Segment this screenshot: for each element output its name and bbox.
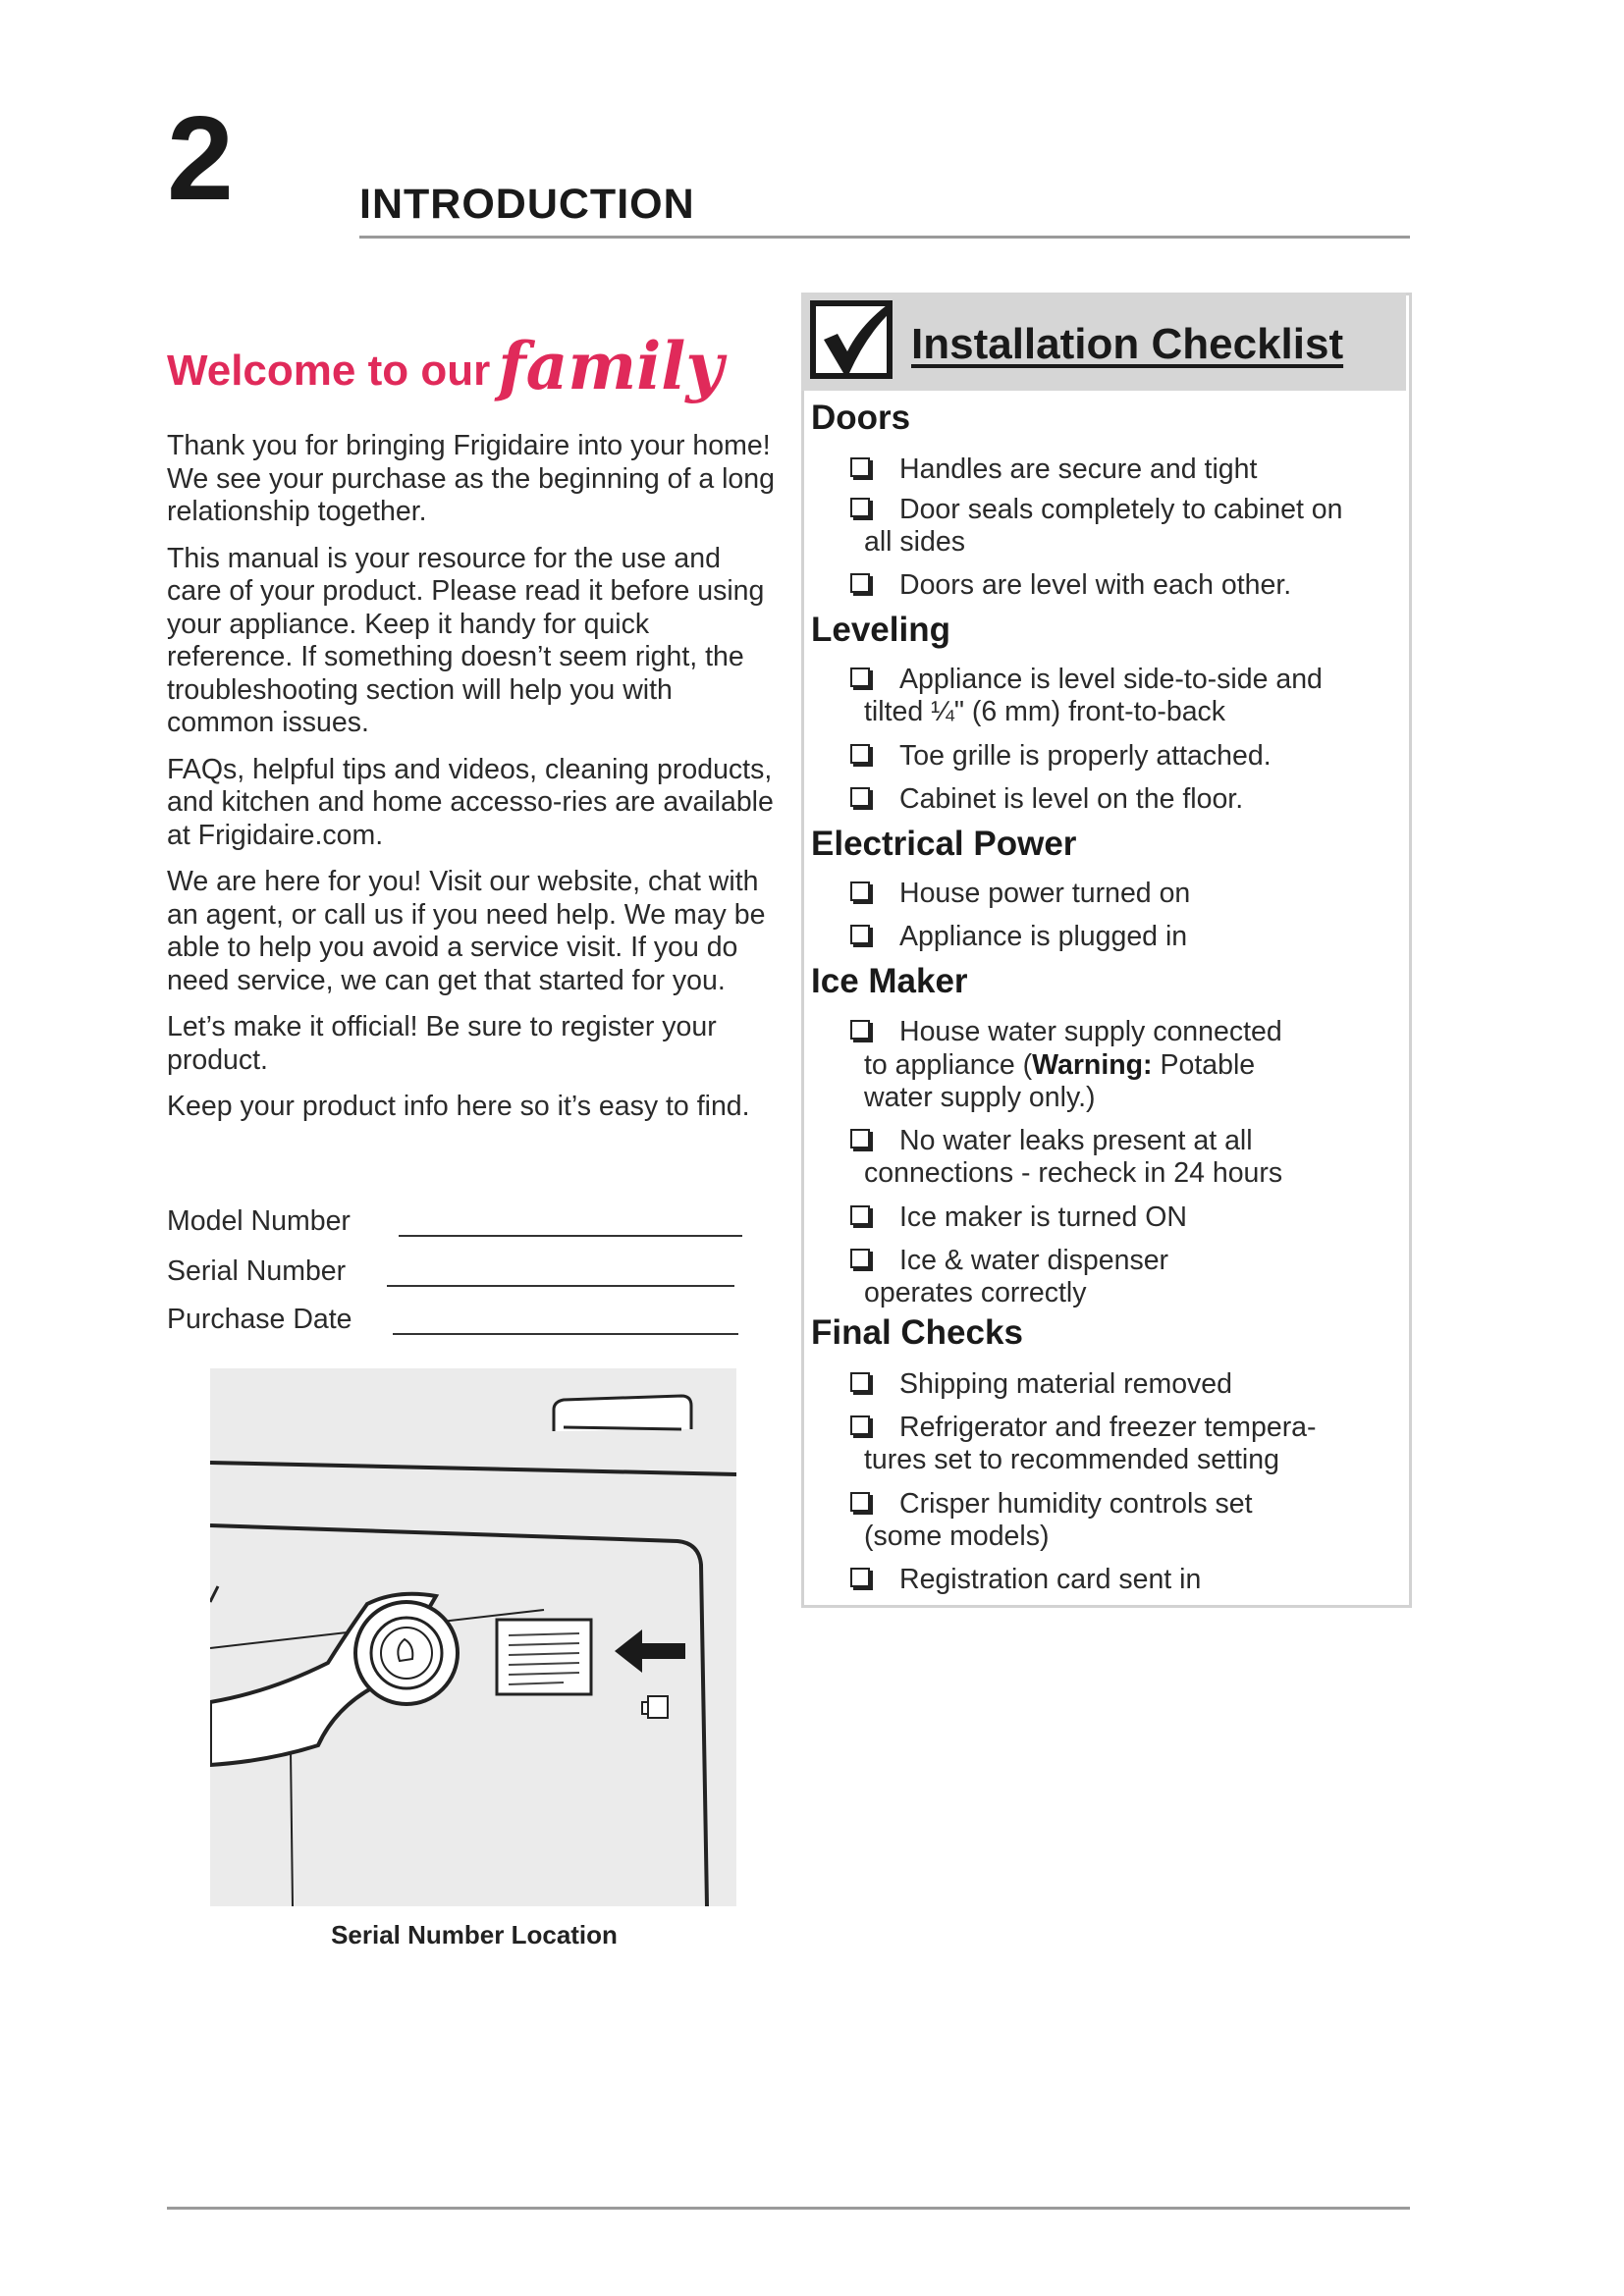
- checklist-heading-final-checks: Final Checks: [811, 1313, 1023, 1352]
- footer-divider: [167, 2207, 1410, 2210]
- checklist-item-text: Cabinet is level on the floor.: [899, 783, 1244, 815]
- checklist-item-continued: operates correctly: [864, 1277, 1087, 1308]
- checkbox[interactable]: [850, 457, 870, 477]
- checklist-item-continued: [864, 1049, 1453, 1082]
- checklist-item-continued: tilted ¼" (6 mm) front-to-back: [864, 696, 1226, 727]
- checkmark-icon: [810, 300, 893, 379]
- checkbox[interactable]: [850, 787, 870, 807]
- checklist-heading-leveling: Leveling: [811, 611, 950, 649]
- model-number-row: [167, 1205, 351, 1238]
- checkbox[interactable]: [850, 744, 870, 764]
- checkbox[interactable]: [850, 881, 870, 901]
- checklist-item-text: No water leaks present at all: [899, 1125, 1253, 1156]
- checklist-title: Installation Checklist: [911, 320, 1344, 368]
- purchase-date-line[interactable]: [393, 1333, 738, 1335]
- checklist-item[interactable]: [850, 1488, 1439, 1521]
- checkbox[interactable]: [850, 1492, 870, 1512]
- checklist-item-text: Handles are secure and tight: [899, 454, 1258, 485]
- checkbox[interactable]: [850, 667, 870, 687]
- serial-number-label: Serial Number: [167, 1255, 347, 1287]
- model-number-label: Model Number: [167, 1205, 351, 1237]
- intro-paragraph: This manual is your resource for the use and care of your product. Please read it before using your appliance. Keep it handy for quick reference. If something doesn’t seem right, the troubleshooting section will help you with common issues.: [167, 542, 765, 738]
- checkbox[interactable]: [850, 498, 870, 517]
- checklist-item-text: Registration card sent in: [899, 1564, 1202, 1595]
- serial-number-row: [167, 1255, 346, 1288]
- intro-text: [167, 430, 776, 1138]
- checklist-item[interactable]: [850, 494, 1439, 526]
- checklist-item-text: Ice maker is turned ON: [899, 1201, 1188, 1233]
- intro-paragraph: Keep your product info here so it’s easy to find.: [167, 1091, 750, 1122]
- checklist-item-continued: water supply only.): [864, 1082, 1096, 1113]
- checkbox[interactable]: [850, 925, 870, 944]
- checklist-item-text: Crisper humidity controls set: [899, 1488, 1253, 1520]
- welcome-heading: [167, 324, 724, 404]
- intro-paragraph: We are here for you! Visit our website, chat with an agent, or call us if you need help. We may be able to help you avoid a service visit. If you do need service, we can get that started for you.: [167, 866, 766, 996]
- checkbox[interactable]: [850, 1415, 870, 1435]
- checklist-item[interactable]: [850, 783, 1439, 816]
- checklist-item[interactable]: [850, 1016, 1439, 1048]
- section-title: INTRODUCTION: [359, 181, 695, 228]
- checklist-item[interactable]: [850, 1412, 1439, 1444]
- model-number-line[interactable]: [399, 1235, 742, 1237]
- checklist-heading-ice-maker: Ice Maker: [811, 962, 968, 1000]
- header-divider: [359, 236, 1410, 239]
- checkbox[interactable]: [850, 1205, 870, 1225]
- serial-number-line[interactable]: [387, 1285, 734, 1287]
- warning-label: Warning:: [1032, 1049, 1153, 1081]
- refrigerator-drawing: [210, 1368, 736, 1906]
- checklist-item[interactable]: [850, 1564, 1439, 1596]
- checkbox[interactable]: [850, 1020, 870, 1040]
- purchase-date-row: [167, 1304, 352, 1336]
- checklist-item-text: Toe grille is properly attached.: [899, 740, 1272, 772]
- checklist-item[interactable]: [850, 878, 1439, 910]
- purchase-date-label: Purchase Date: [167, 1304, 352, 1335]
- intro-paragraph: Thank you for bringing Frigidaire into your home! We see your purchase as the beginning of a long relationship together.: [167, 430, 775, 527]
- checklist-item[interactable]: [850, 740, 1439, 773]
- serial-number-illustration: [210, 1368, 736, 1906]
- checkbox[interactable]: [850, 573, 870, 593]
- checklist-heading-doors: Doors: [811, 399, 911, 437]
- warning-prefix: to appliance (: [864, 1049, 1033, 1081]
- checklist-item-text: Refrigerator and freezer tempera-: [899, 1412, 1317, 1443]
- checklist-item[interactable]: [850, 569, 1439, 602]
- checklist-item-continued: tures set to recommended setting: [864, 1444, 1279, 1475]
- checklist-item[interactable]: [850, 664, 1439, 696]
- checklist-item-continued: all sides: [864, 526, 965, 558]
- intro-paragraph: Let’s make it official! Be sure to register your product.: [167, 1011, 717, 1076]
- intro-paragraph: FAQs, helpful tips and videos, cleaning products, and kitchen and home accesso-ries are available at Frigidaire.com.: [167, 753, 774, 851]
- checklist-item-continued: connections - recheck in 24 hours: [864, 1157, 1283, 1189]
- warning-suffix: Potable: [1152, 1049, 1256, 1081]
- checklist-item[interactable]: [850, 1245, 1439, 1277]
- checkbox[interactable]: [850, 1568, 870, 1587]
- checklist-item[interactable]: [850, 921, 1439, 953]
- checklist-item-text: House water supply connected: [899, 1016, 1282, 1047]
- checkbox[interactable]: [850, 1372, 870, 1392]
- checklist-item-text: Shipping material removed: [899, 1368, 1233, 1400]
- welcome-lead: Welcome to our: [167, 347, 491, 395]
- checklist-item-text: Door seals completely to cabinet on: [899, 494, 1343, 525]
- checklist-heading-electrical-power: Electrical Power: [811, 825, 1077, 863]
- checklist-item-text: Ice & water dispenser: [899, 1245, 1169, 1276]
- checkbox[interactable]: [850, 1249, 870, 1268]
- checklist-item[interactable]: [850, 1125, 1439, 1157]
- checklist-item-text: Appliance is level side-to-side and: [899, 664, 1323, 695]
- checklist-item-text: House power turned on: [899, 878, 1191, 909]
- illustration-caption: Serial Number Location: [331, 1920, 618, 1949]
- page-number: 2: [167, 91, 232, 225]
- checkbox[interactable]: [850, 1129, 870, 1148]
- checklist-item[interactable]: [850, 454, 1439, 486]
- checklist-item-continued: (some models): [864, 1521, 1050, 1552]
- checklist-item[interactable]: [850, 1201, 1439, 1234]
- checklist-item-text: Appliance is plugged in: [899, 921, 1188, 952]
- checklist-item-text: Doors are level with each other.: [899, 569, 1292, 601]
- checklist-item[interactable]: [850, 1368, 1439, 1401]
- welcome-script: family: [498, 328, 724, 404]
